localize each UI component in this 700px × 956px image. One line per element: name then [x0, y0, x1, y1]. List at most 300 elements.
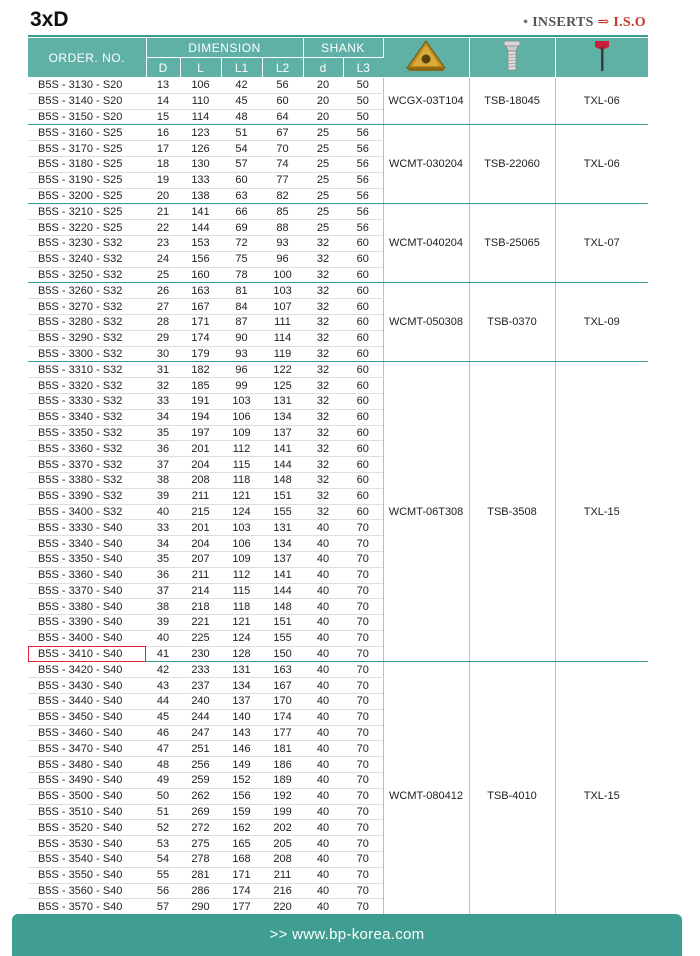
- order-number: B5S - 3250 - S32: [28, 267, 146, 283]
- dim-d: 50: [146, 788, 180, 804]
- shank-d: 40: [303, 804, 343, 820]
- dim-d: 40: [146, 630, 180, 646]
- dim-d: 34: [146, 536, 180, 552]
- order-number: B5S - 3270 - S32: [28, 299, 146, 315]
- dim-l2: 144: [262, 457, 303, 473]
- order-number: B5S - 3400 - S32: [28, 504, 146, 520]
- dim-l1: 121: [221, 615, 262, 631]
- dim-l: 272: [180, 820, 221, 836]
- dim-l2: 119: [262, 346, 303, 362]
- shank-l3: 70: [343, 599, 383, 615]
- dim-l2: 202: [262, 820, 303, 836]
- dim-d: 55: [146, 867, 180, 883]
- shank-l3: 56: [343, 141, 383, 157]
- screw-icon: [469, 38, 555, 78]
- dim-l1: 75: [221, 251, 262, 267]
- dim-l1: 137: [221, 694, 262, 710]
- order-number: B5S - 3200 - S25: [28, 188, 146, 204]
- dim-l: 163: [180, 283, 221, 299]
- shank-l3: 50: [343, 78, 383, 94]
- dim-l: 179: [180, 346, 221, 362]
- key-code: TXL-06: [555, 78, 648, 125]
- dim-l2: 82: [262, 188, 303, 204]
- dim-d: 48: [146, 757, 180, 773]
- shank-d: 20: [303, 93, 343, 109]
- shank-d: 32: [303, 441, 343, 457]
- dim-l2: 163: [262, 662, 303, 678]
- insert-code: WCMT-030204: [383, 125, 469, 204]
- shank-l3: 70: [343, 757, 383, 773]
- header-col-l3: L3: [343, 58, 383, 78]
- dim-l1: 69: [221, 220, 262, 236]
- footer-bar: [12, 914, 682, 956]
- dim-d: 35: [146, 425, 180, 441]
- shank-d: 32: [303, 393, 343, 409]
- key-code: TXL-15: [555, 362, 648, 662]
- spec-table: [28, 38, 648, 931]
- dim-l1: 165: [221, 836, 262, 852]
- dim-l2: 150: [262, 646, 303, 662]
- shank-d: 40: [303, 567, 343, 583]
- header-col-shank-d: d: [303, 58, 343, 78]
- dim-l1: 128: [221, 646, 262, 662]
- shank-l3: 60: [343, 346, 383, 362]
- shank-d: 20: [303, 109, 343, 125]
- shank-l3: 70: [343, 551, 383, 567]
- dim-l: 126: [180, 141, 221, 157]
- shank-d: 25: [303, 188, 343, 204]
- order-number: B5S - 3290 - S32: [28, 330, 146, 346]
- insert-code: WCMT-080412: [383, 662, 469, 931]
- dim-d: 36: [146, 441, 180, 457]
- order-number: B5S - 3500 - S40: [28, 788, 146, 804]
- key-code: TXL-09: [555, 283, 648, 362]
- dim-l2: 85: [262, 204, 303, 220]
- dim-l2: 111: [262, 314, 303, 330]
- dim-l2: 134: [262, 409, 303, 425]
- dim-d: 40: [146, 504, 180, 520]
- insert-icon: [383, 38, 469, 78]
- dim-l1: 171: [221, 867, 262, 883]
- order-number: B5S - 3360 - S40: [28, 567, 146, 583]
- dim-l2: 144: [262, 583, 303, 599]
- dim-d: 57: [146, 899, 180, 915]
- dim-l1: 156: [221, 788, 262, 804]
- dim-d: 23: [146, 235, 180, 251]
- dim-d: 34: [146, 409, 180, 425]
- shank-l3: 70: [343, 646, 383, 662]
- header-col-l1: L1: [221, 58, 262, 78]
- dim-l1: 99: [221, 378, 262, 394]
- website-link[interactable]: >> www.bp-korea.com: [269, 926, 425, 943]
- shank-d: 32: [303, 299, 343, 315]
- dim-d: 51: [146, 804, 180, 820]
- insert-code: WCMT-06T308: [383, 362, 469, 662]
- iso-text: I.S.O: [613, 15, 646, 30]
- dim-l2: 155: [262, 630, 303, 646]
- order-number: B5S - 3470 - S40: [28, 741, 146, 757]
- order-number: B5S - 3180 - S25: [28, 156, 146, 172]
- shank-l3: 70: [343, 662, 383, 678]
- shank-l3: 60: [343, 378, 383, 394]
- dim-d: 42: [146, 662, 180, 678]
- dim-d: 31: [146, 362, 180, 378]
- dim-l2: 211: [262, 867, 303, 883]
- dim-l2: 100: [262, 267, 303, 283]
- dim-l2: 167: [262, 678, 303, 694]
- header-col-d: D: [146, 58, 180, 78]
- order-number: B5S - 3320 - S32: [28, 378, 146, 394]
- dim-l: 144: [180, 220, 221, 236]
- dim-l: 167: [180, 299, 221, 315]
- dim-l: 230: [180, 646, 221, 662]
- dim-l1: 118: [221, 472, 262, 488]
- dim-l2: 122: [262, 362, 303, 378]
- shank-d: 40: [303, 852, 343, 868]
- shank-d: 32: [303, 425, 343, 441]
- dim-l2: 125: [262, 378, 303, 394]
- shank-d: 40: [303, 788, 343, 804]
- dim-l2: 220: [262, 899, 303, 915]
- dim-l: 171: [180, 314, 221, 330]
- dim-l1: 103: [221, 393, 262, 409]
- dim-d: 17: [146, 141, 180, 157]
- key-code: TXL-15: [555, 662, 648, 931]
- dim-d: 16: [146, 125, 180, 141]
- shank-d: 32: [303, 346, 343, 362]
- inserts-text: INSERTS: [532, 15, 594, 30]
- dim-l2: 181: [262, 741, 303, 757]
- screw-code: TSB-4010: [469, 662, 555, 931]
- dim-l1: 146: [221, 741, 262, 757]
- dim-l1: 48: [221, 109, 262, 125]
- header-order-no: ORDER. NO.: [28, 38, 146, 78]
- shank-l3: 60: [343, 425, 383, 441]
- shank-d: 32: [303, 314, 343, 330]
- shank-l3: 70: [343, 899, 383, 915]
- shank-d: 40: [303, 630, 343, 646]
- dim-l1: 109: [221, 425, 262, 441]
- key-icon: [555, 38, 648, 78]
- dim-l: 130: [180, 156, 221, 172]
- dim-l2: 141: [262, 567, 303, 583]
- shank-d: 40: [303, 520, 343, 536]
- dim-l1: 42: [221, 78, 262, 94]
- dim-l2: 170: [262, 694, 303, 710]
- shank-d: 40: [303, 757, 343, 773]
- shank-l3: 60: [343, 472, 383, 488]
- dim-d: 49: [146, 773, 180, 789]
- dim-l: 237: [180, 678, 221, 694]
- dim-d: 43: [146, 678, 180, 694]
- dim-l1: 63: [221, 188, 262, 204]
- shank-d: 40: [303, 646, 343, 662]
- dim-l1: 168: [221, 852, 262, 868]
- dim-l: 204: [180, 457, 221, 473]
- dim-l: 174: [180, 330, 221, 346]
- shank-l3: 56: [343, 220, 383, 236]
- dim-l: 244: [180, 709, 221, 725]
- shank-d: 32: [303, 409, 343, 425]
- dim-l1: 134: [221, 678, 262, 694]
- inserts-iso-label: [523, 14, 646, 31]
- dim-l1: 131: [221, 662, 262, 678]
- dim-l1: 124: [221, 504, 262, 520]
- order-number: B5S - 3370 - S40: [28, 583, 146, 599]
- dim-l2: 186: [262, 757, 303, 773]
- dim-l: 204: [180, 536, 221, 552]
- shank-l3: 60: [343, 457, 383, 473]
- dim-l2: 131: [262, 393, 303, 409]
- top-rule: [28, 35, 648, 37]
- dim-l1: 115: [221, 457, 262, 473]
- dim-l: 218: [180, 599, 221, 615]
- dim-d: 20: [146, 188, 180, 204]
- dim-l2: 74: [262, 156, 303, 172]
- dim-l: 211: [180, 488, 221, 504]
- order-number: B5S - 3440 - S40: [28, 694, 146, 710]
- dim-l1: 60: [221, 172, 262, 188]
- dim-l: 269: [180, 804, 221, 820]
- dim-l: 278: [180, 852, 221, 868]
- dim-l: 256: [180, 757, 221, 773]
- shank-d: 40: [303, 583, 343, 599]
- shank-l3: 70: [343, 883, 383, 899]
- dim-l2: 60: [262, 93, 303, 109]
- dim-l: 290: [180, 899, 221, 915]
- shank-d: 40: [303, 820, 343, 836]
- dim-l1: 78: [221, 267, 262, 283]
- shank-d: 32: [303, 457, 343, 473]
- order-number: B5S - 3340 - S40: [28, 536, 146, 552]
- shank-d: 32: [303, 362, 343, 378]
- dim-l2: 93: [262, 235, 303, 251]
- dim-l: 185: [180, 378, 221, 394]
- insert-code: WCGX-03T104: [383, 78, 469, 125]
- shank-l3: 70: [343, 630, 383, 646]
- shank-l3: 70: [343, 615, 383, 631]
- dim-d: 30: [146, 346, 180, 362]
- dim-d: 47: [146, 741, 180, 757]
- dim-l1: 57: [221, 156, 262, 172]
- shank-l3: 70: [343, 836, 383, 852]
- dim-d: 29: [146, 330, 180, 346]
- dim-l1: 149: [221, 757, 262, 773]
- dim-d: 32: [146, 378, 180, 394]
- order-number: B5S - 3390 - S32: [28, 488, 146, 504]
- shank-d: 40: [303, 836, 343, 852]
- key-code: TXL-07: [555, 204, 648, 283]
- dim-l1: 81: [221, 283, 262, 299]
- dim-l2: 67: [262, 125, 303, 141]
- dim-l: 160: [180, 267, 221, 283]
- dim-l: 114: [180, 109, 221, 125]
- order-number: B5S - 3550 - S40: [28, 867, 146, 883]
- dim-l1: 106: [221, 409, 262, 425]
- shank-d: 20: [303, 78, 343, 94]
- dim-l1: 93: [221, 346, 262, 362]
- dim-d: 44: [146, 694, 180, 710]
- shank-l3: 60: [343, 267, 383, 283]
- dim-l2: 96: [262, 251, 303, 267]
- dim-l1: 112: [221, 441, 262, 457]
- dim-l2: 137: [262, 551, 303, 567]
- shank-l3: 60: [343, 441, 383, 457]
- order-number: B5S - 3410 - S40: [28, 646, 146, 662]
- dim-l: 156: [180, 251, 221, 267]
- header-col-l2: L2: [262, 58, 303, 78]
- dim-d: 33: [146, 393, 180, 409]
- dim-l1: 109: [221, 551, 262, 567]
- order-number: B5S - 3450 - S40: [28, 709, 146, 725]
- key-code: TXL-06: [555, 125, 648, 204]
- order-number: B5S - 3310 - S32: [28, 362, 146, 378]
- shank-l3: 56: [343, 156, 383, 172]
- shank-d: 25: [303, 156, 343, 172]
- order-number: B5S - 3330 - S40: [28, 520, 146, 536]
- dim-l: 208: [180, 472, 221, 488]
- order-number: B5S - 3350 - S40: [28, 551, 146, 567]
- dim-l1: 159: [221, 804, 262, 820]
- dim-l1: 72: [221, 235, 262, 251]
- shank-d: 32: [303, 378, 343, 394]
- dim-l: 214: [180, 583, 221, 599]
- dim-d: 52: [146, 820, 180, 836]
- shank-l3: 60: [343, 299, 383, 315]
- dim-l1: 66: [221, 204, 262, 220]
- dim-l2: 148: [262, 599, 303, 615]
- dim-l: 106: [180, 78, 221, 94]
- dim-l1: 140: [221, 709, 262, 725]
- dim-d: 21: [146, 204, 180, 220]
- bullet: •: [523, 15, 529, 30]
- shank-l3: 60: [343, 488, 383, 504]
- dim-d: 28: [146, 314, 180, 330]
- dim-l: 207: [180, 551, 221, 567]
- shank-d: 32: [303, 251, 343, 267]
- order-number: B5S - 3530 - S40: [28, 836, 146, 852]
- shank-d: 40: [303, 773, 343, 789]
- shank-l3: 60: [343, 314, 383, 330]
- shank-d: 40: [303, 899, 343, 915]
- dim-l1: 54: [221, 141, 262, 157]
- shank-l3: 60: [343, 330, 383, 346]
- order-number: B5S - 3490 - S40: [28, 773, 146, 789]
- shank-d: 40: [303, 867, 343, 883]
- order-number: B5S - 3390 - S40: [28, 615, 146, 631]
- order-number: B5S - 3240 - S32: [28, 251, 146, 267]
- dim-l2: 177: [262, 725, 303, 741]
- shank-d: 25: [303, 141, 343, 157]
- dim-l1: 124: [221, 630, 262, 646]
- dim-l1: 84: [221, 299, 262, 315]
- order-number: B5S - 3430 - S40: [28, 678, 146, 694]
- dim-d: 27: [146, 299, 180, 315]
- screw-code: TSB-3508: [469, 362, 555, 662]
- shank-l3: 70: [343, 867, 383, 883]
- dim-l: 225: [180, 630, 221, 646]
- order-number: B5S - 3330 - S32: [28, 393, 146, 409]
- order-number: B5S - 3570 - S40: [28, 899, 146, 915]
- shank-l3: 70: [343, 567, 383, 583]
- dim-d: 39: [146, 488, 180, 504]
- dim-d: 22: [146, 220, 180, 236]
- shank-d: 40: [303, 662, 343, 678]
- dim-d: 53: [146, 836, 180, 852]
- screw-code: TSB-22060: [469, 125, 555, 204]
- table-row: [28, 78, 648, 94]
- order-number: B5S - 3140 - S20: [28, 93, 146, 109]
- shank-l3: 70: [343, 536, 383, 552]
- order-number: B5S - 3560 - S40: [28, 883, 146, 899]
- order-number: B5S - 3230 - S32: [28, 235, 146, 251]
- dim-l1: 177: [221, 899, 262, 915]
- shank-d: 40: [303, 694, 343, 710]
- dim-l: 259: [180, 773, 221, 789]
- dim-l1: 106: [221, 536, 262, 552]
- order-number: B5S - 3380 - S40: [28, 599, 146, 615]
- shank-d: 32: [303, 283, 343, 299]
- shank-d: 40: [303, 741, 343, 757]
- dim-l: 275: [180, 836, 221, 852]
- shank-l3: 60: [343, 409, 383, 425]
- order-number: B5S - 3480 - S40: [28, 757, 146, 773]
- table-row: [28, 662, 648, 678]
- dim-l: 201: [180, 520, 221, 536]
- dim-l2: 205: [262, 836, 303, 852]
- shank-l3: 60: [343, 251, 383, 267]
- screw-code: TSB-25065: [469, 204, 555, 283]
- order-number: B5S - 3360 - S32: [28, 441, 146, 457]
- screw-code: TSB-18045: [469, 78, 555, 125]
- shank-d: 25: [303, 204, 343, 220]
- dim-l: 201: [180, 441, 221, 457]
- dim-l2: 88: [262, 220, 303, 236]
- dim-l2: 192: [262, 788, 303, 804]
- dim-l2: 141: [262, 441, 303, 457]
- shank-l3: 50: [343, 93, 383, 109]
- shank-d: 40: [303, 551, 343, 567]
- order-number: B5S - 3220 - S25: [28, 220, 146, 236]
- header-col-l: L: [180, 58, 221, 78]
- shank-d: 32: [303, 488, 343, 504]
- order-number: B5S - 3510 - S40: [28, 804, 146, 820]
- dim-d: 41: [146, 646, 180, 662]
- shank-l3: 56: [343, 188, 383, 204]
- dim-d: 38: [146, 599, 180, 615]
- table-row: [28, 362, 648, 378]
- shank-l3: 70: [343, 773, 383, 789]
- dim-l2: 137: [262, 425, 303, 441]
- dim-d: 13: [146, 78, 180, 94]
- dim-l1: 96: [221, 362, 262, 378]
- dim-l: 281: [180, 867, 221, 883]
- shank-l3: 70: [343, 820, 383, 836]
- dim-l2: 114: [262, 330, 303, 346]
- table-row: [28, 125, 648, 141]
- shank-l3: 60: [343, 393, 383, 409]
- dim-l: 221: [180, 615, 221, 631]
- dim-l2: 208: [262, 852, 303, 868]
- dim-l: 110: [180, 93, 221, 109]
- dim-d: 36: [146, 567, 180, 583]
- order-number: B5S - 3160 - S25: [28, 125, 146, 141]
- shank-l3: 70: [343, 804, 383, 820]
- dim-d: 45: [146, 709, 180, 725]
- dim-l2: 103: [262, 283, 303, 299]
- order-number: B5S - 3370 - S32: [28, 457, 146, 473]
- header-dimension: DIMENSION: [146, 38, 303, 58]
